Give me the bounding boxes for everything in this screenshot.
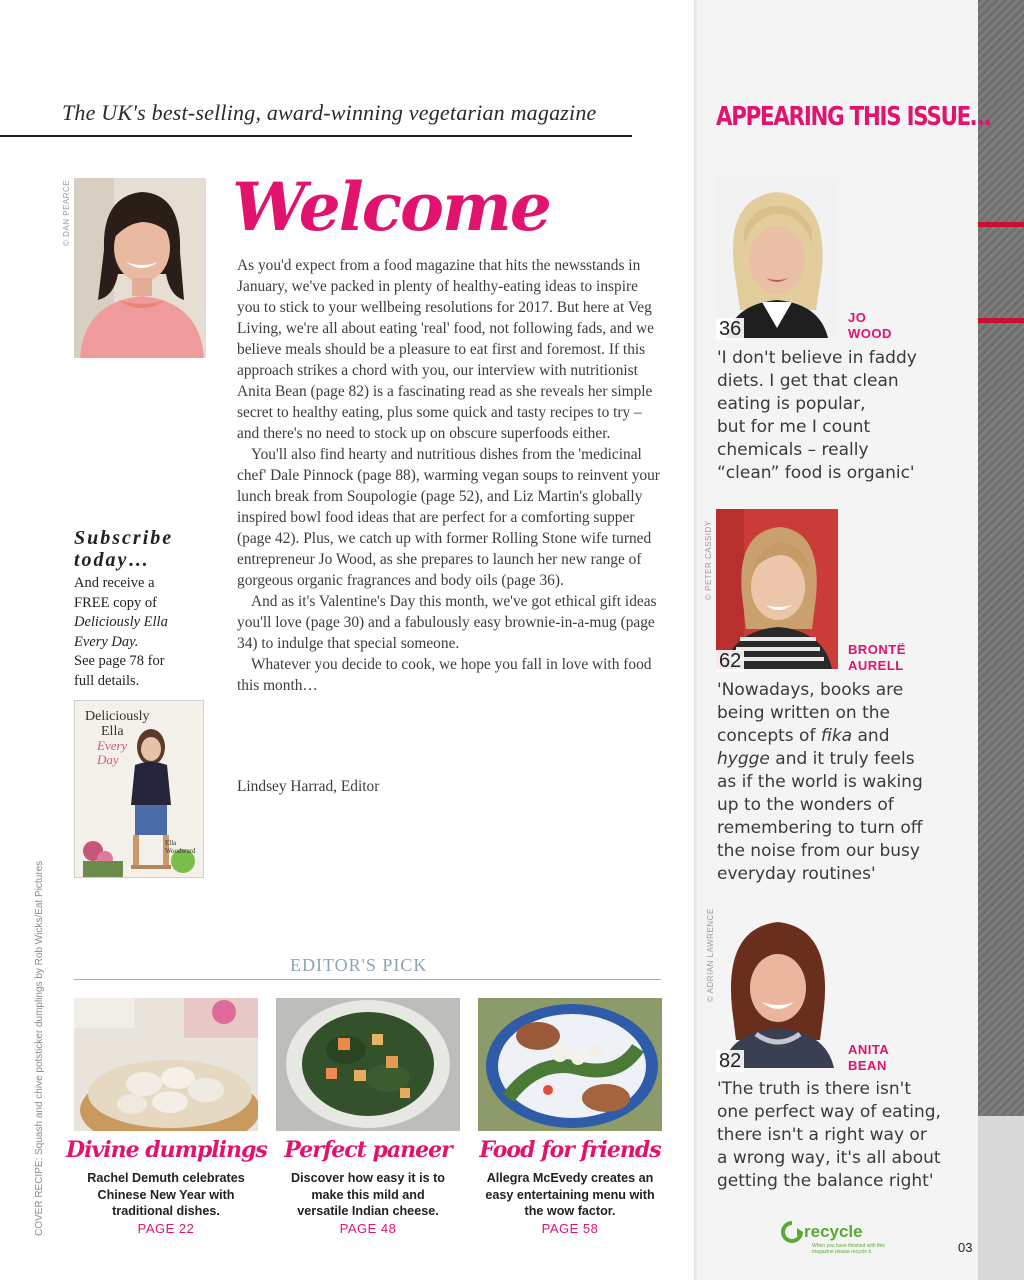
portrait-anita-bean [716, 908, 838, 1068]
welcome-title: Welcome [232, 168, 550, 246]
quote-line: the noise from our busy [717, 841, 920, 861]
quote-fragment: and [852, 726, 890, 746]
pick-description-paneer [268, 1170, 468, 1220]
quote-line: up to the wonders of [717, 795, 894, 815]
letter-paragraph: As you'd expect from a food magazine that hits the newsstands in January, we've packed in plenty of healthy-eating ideas to inspire you to stick to your wellbeing resolutions for 2017. But here at Veg Living, we're all about eating 'real' food, not following fads, and we believe meals should be a pleasure to eat first and foremost. If this approach strikes a chord with you, our interview with nutritionist Anita Bean (page 82) is a fascinating read as she reveals her simple secret to healthy eating, plus some quick and tasty recipes to try – and there's no need to stock up on obscure superfoods either. [237, 257, 654, 442]
pick-description-line: Chinese New Year with [97, 1187, 235, 1202]
letter-paragraph: You'll also find hearty and nutritious dishes from the 'medicinal chef' Dale Pinnock (page 88), warming vegan soups to reinvent your lunch break from Soupologie (page 52), and Liz Martin's globally inspired bowl food ideas that are perfect for a comforting supper (page 42). Plus, we catch up with former Rolling Stone wife turned entrepreneur Jo Wood, as she prepares to launch her new range of gorgeous organic fragrances and body oils (page 36). [237, 446, 660, 589]
pick-description-line: Discover how easy it is to [291, 1171, 445, 1185]
recycle-arrow-icon [780, 1220, 804, 1244]
quote-bronte-aurell [717, 679, 967, 886]
offer-line: See page 78 for [74, 653, 165, 670]
quote-line: getting the balance right' [717, 1171, 934, 1191]
book-cover-title [85, 709, 150, 739]
pick-description-line: make this mild and [311, 1187, 425, 1202]
letter-paragraph: Whatever you decide to cook, we hope you fall in love with food this month… [237, 656, 652, 694]
quote-line: being written on the [717, 703, 891, 723]
quote-line: one perfect way of eating, [717, 1102, 941, 1122]
subscribe-heading-line: Subscribe [74, 527, 174, 549]
photo-credit: © ADRIAN LAWRENCE [706, 908, 715, 1002]
portrait-bronte-aurell [716, 509, 838, 669]
subscribe-offer [74, 574, 206, 692]
book-cover-author [165, 839, 196, 855]
facing-page-strip [978, 0, 1024, 1280]
page-gutter [694, 0, 698, 1280]
decor-band [978, 1116, 1024, 1280]
appearing-heading: APPEARING THIS ISSUE… [716, 102, 991, 132]
tagline-rule [0, 135, 632, 137]
quote-line: a wrong way, it's all about [717, 1148, 941, 1168]
book-cover-subtitle-line: Day [97, 752, 119, 767]
pick-page-paneer: PAGE 48 [339, 1221, 397, 1236]
book-cover-title-line: Ella [101, 724, 124, 739]
book-cover-title-line: Deliciously [85, 709, 150, 724]
pick-description-dumplings [66, 1170, 266, 1220]
quote-line: as if the world is waking [717, 772, 923, 792]
letter-paragraph: And as it's Valentine's Day this month, we've got ethical gift ideas you'll love (page 30) and a fabulously easy brownie-in-a-mug (page 34) to indulge that special someone. [237, 593, 657, 652]
name-line: WOOD [848, 325, 892, 341]
book-cover [74, 700, 204, 878]
recycle-note: When you have finished with this magazine please recycle it. [812, 1243, 885, 1255]
book-cover-subtitle-line: Every [97, 738, 128, 753]
pick-description-line: Allegra McEvedy creates an [486, 1171, 654, 1185]
pick-title-friends: Food for friends [479, 1137, 661, 1163]
pick-description-line: versatile Indian cheese. [297, 1204, 439, 1218]
page-number: 03 [958, 1240, 973, 1255]
quote-fragment: and it truly feels [769, 749, 915, 769]
photo-credit: © DAN PEARCE [62, 179, 71, 246]
page-number-anita-bean: 82 [716, 1050, 744, 1072]
paneer-photo [276, 998, 460, 1131]
editor-portrait [74, 178, 206, 358]
quote-anita-bean [717, 1078, 967, 1193]
offer-line: FREE copy of [74, 594, 157, 611]
portrait-jo-wood [716, 178, 838, 338]
quote-line: 'The truth is there isn't [717, 1079, 912, 1099]
name-line: AURELL [848, 657, 904, 673]
dumplings-photo [74, 998, 258, 1131]
quote-line [717, 748, 967, 771]
quote-line [717, 725, 967, 748]
food-for-friends-photo [478, 998, 662, 1131]
quote-italic-word: hygge [717, 749, 770, 769]
name-anita-bean [848, 1042, 889, 1073]
photo-credit: © PETER CASSIDY [704, 520, 713, 600]
editor-signoff: Lindsey Harrad, Editor [237, 778, 380, 795]
pick-description-line: easy entertaining menu with [485, 1187, 655, 1202]
book-cover-author-line: Ella [165, 839, 177, 847]
editor-letter [237, 255, 661, 696]
quote-line: 'I don't believe in faddy [717, 348, 917, 368]
name-jo-wood [848, 310, 892, 341]
pick-title-dumplings: Divine dumplings [66, 1137, 267, 1163]
subscribe-heading [74, 527, 173, 571]
quote-line: 'Nowadays, books are [717, 680, 904, 700]
quote-italic-word: fika [820, 726, 853, 746]
name-line: BEAN [848, 1057, 887, 1073]
name-bronte-aurell [848, 642, 906, 673]
quote-line: remembering to turn off [717, 818, 923, 838]
quote-line: “clean” food is organic' [717, 463, 915, 483]
pick-description-line: the wow factor. [524, 1204, 616, 1218]
pick-description-line: Rachel Demuth celebrates [87, 1171, 245, 1185]
name-line: ANITA [848, 1042, 890, 1057]
magazine-tagline: The UK's best-selling, award-winning vegetarian magazine [62, 100, 597, 125]
quote-line: but for me I count [717, 417, 871, 437]
quote-fragment: concepts of [717, 726, 821, 746]
quote-line: chemicals – really [717, 440, 869, 460]
decor-line [978, 318, 1024, 323]
book-cover-subtitle [97, 739, 127, 767]
recycle-word: recycle [804, 1222, 863, 1241]
quote-line: eating is popular, [717, 394, 866, 414]
page-number-jo-wood: 36 [716, 318, 744, 340]
decor-line [978, 222, 1024, 227]
editors-pick-heading: EDITOR'S PICK [290, 955, 428, 975]
editors-pick-rule [74, 979, 661, 980]
pick-page-friends: PAGE 58 [541, 1221, 599, 1236]
page-number-bronte-aurell: 62 [716, 650, 744, 672]
name-line: BRONTË [848, 642, 906, 657]
pick-description-friends [470, 1170, 670, 1220]
offer-book-title: Every Day. [74, 633, 139, 650]
cover-recipe-credit: COVER RECIPE: Squash and chive potsticker dumplings by Rob Wicks/Eat Pictures [34, 860, 45, 1236]
pick-page-dumplings: PAGE 22 [137, 1221, 195, 1236]
offer-line: full details. [74, 672, 140, 689]
quote-line: everyday routines' [717, 864, 876, 884]
name-line: JO [848, 310, 867, 325]
book-cover-author-line: Woodward [165, 847, 196, 855]
quote-jo-wood [717, 347, 967, 485]
recycle-logo [780, 1216, 900, 1258]
pick-description-line: traditional dishes. [112, 1204, 220, 1218]
offer-book-title: Deliciously Ella [74, 614, 168, 631]
offer-line: And receive a [74, 575, 155, 591]
pick-title-paneer: Perfect paneer [284, 1137, 452, 1163]
quote-line: diets. I get that clean [717, 371, 899, 391]
quote-line: there isn't a right way or [717, 1125, 927, 1145]
subscribe-heading-line: today… [74, 549, 151, 571]
